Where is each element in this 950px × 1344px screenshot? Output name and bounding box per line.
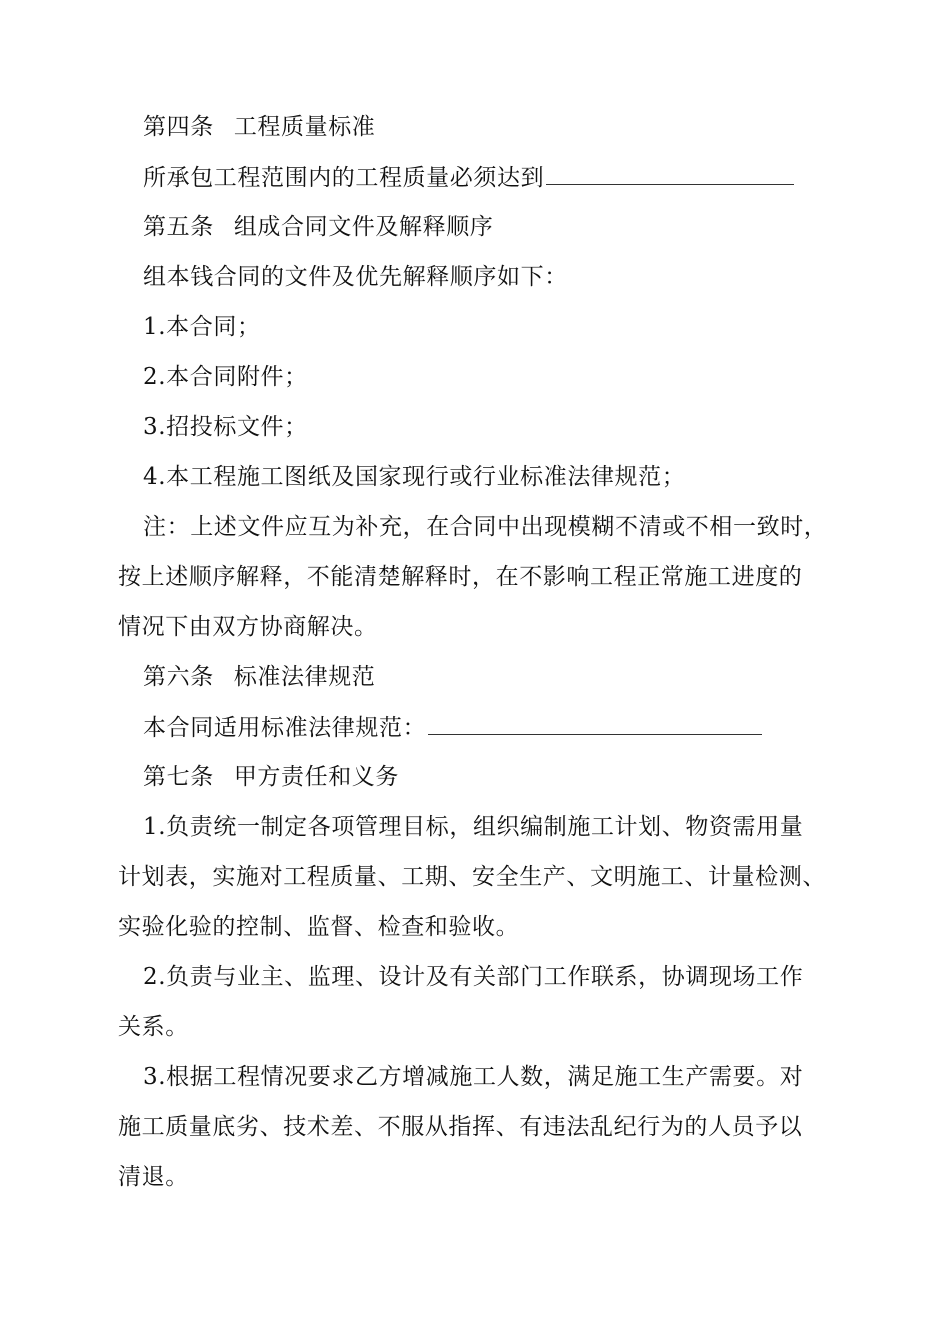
article-4-body xyxy=(143,162,867,193)
legal-norms-blank xyxy=(428,712,762,735)
paragraph-line: 1.负责统一制定各项管理目标，组织编制施工计划、物资需用量 xyxy=(143,814,804,840)
paragraph-line: 实验化验的控制、监督、检查和验收。 xyxy=(118,914,520,940)
article-6-title: 标准法律规范 xyxy=(233,664,376,690)
note-line: 按上述顺序解释，不能清楚解释时，在不影响工程正常施工进度的 xyxy=(118,564,803,590)
article-5-heading xyxy=(143,212,867,242)
paragraph-line: 关系。 xyxy=(118,1014,189,1040)
list-item: 4.本工程施工图纸及国家现行或行业标准法律规范； xyxy=(143,464,686,490)
note-line: 情况下由双方协商解决。 xyxy=(118,614,378,640)
article-7-heading xyxy=(143,762,867,792)
paragraph-line: 清退。 xyxy=(118,1164,189,1190)
note-line: 注：上述文件应互为补充，在合同中出现模糊不清或不相一致时， xyxy=(143,514,828,540)
paragraph-line: 计划表，实施对工程质量、工期、安全生产、文明施工、计量检测、 xyxy=(118,864,826,890)
article-4-title: 工程质量标准 xyxy=(233,114,376,140)
list-item: 2.本合同附件； xyxy=(143,364,308,390)
article-6-text: 本合同适用标准法律规范： xyxy=(143,715,427,741)
paragraph-line: 施工质量底劣、技术差、不服从指挥、有违法乱纪行为的人员予以 xyxy=(118,1114,803,1140)
article-5-label: 第五条 xyxy=(143,214,214,240)
article-4-text: 所承包工程范围内的工程质量必须达到 xyxy=(143,165,545,191)
article-5-intro: 组本钱合同的文件及优先解释顺序如下： xyxy=(143,264,568,290)
list-item: 1.本合同； xyxy=(143,314,261,340)
article-7-title: 甲方责任和义务 xyxy=(233,764,400,790)
article-4-heading xyxy=(143,112,867,142)
list-item: 3.招投标文件； xyxy=(143,414,308,440)
article-6-heading xyxy=(143,662,867,692)
article-7-label: 第七条 xyxy=(143,764,214,790)
article-4-label: 第四条 xyxy=(143,114,214,140)
article-6-body xyxy=(143,712,867,743)
quality-standard-blank xyxy=(546,162,794,185)
article-5-title: 组成合同文件及解释顺序 xyxy=(233,214,494,240)
paragraph-line: 2.负责与业主、监理、设计及有关部门工作联系，协调现场工作 xyxy=(143,964,804,990)
article-6-label: 第六条 xyxy=(143,664,214,690)
paragraph-line: 3.根据工程情况要求乙方增减施工人数，满足施工生产需要。对 xyxy=(143,1064,804,1090)
